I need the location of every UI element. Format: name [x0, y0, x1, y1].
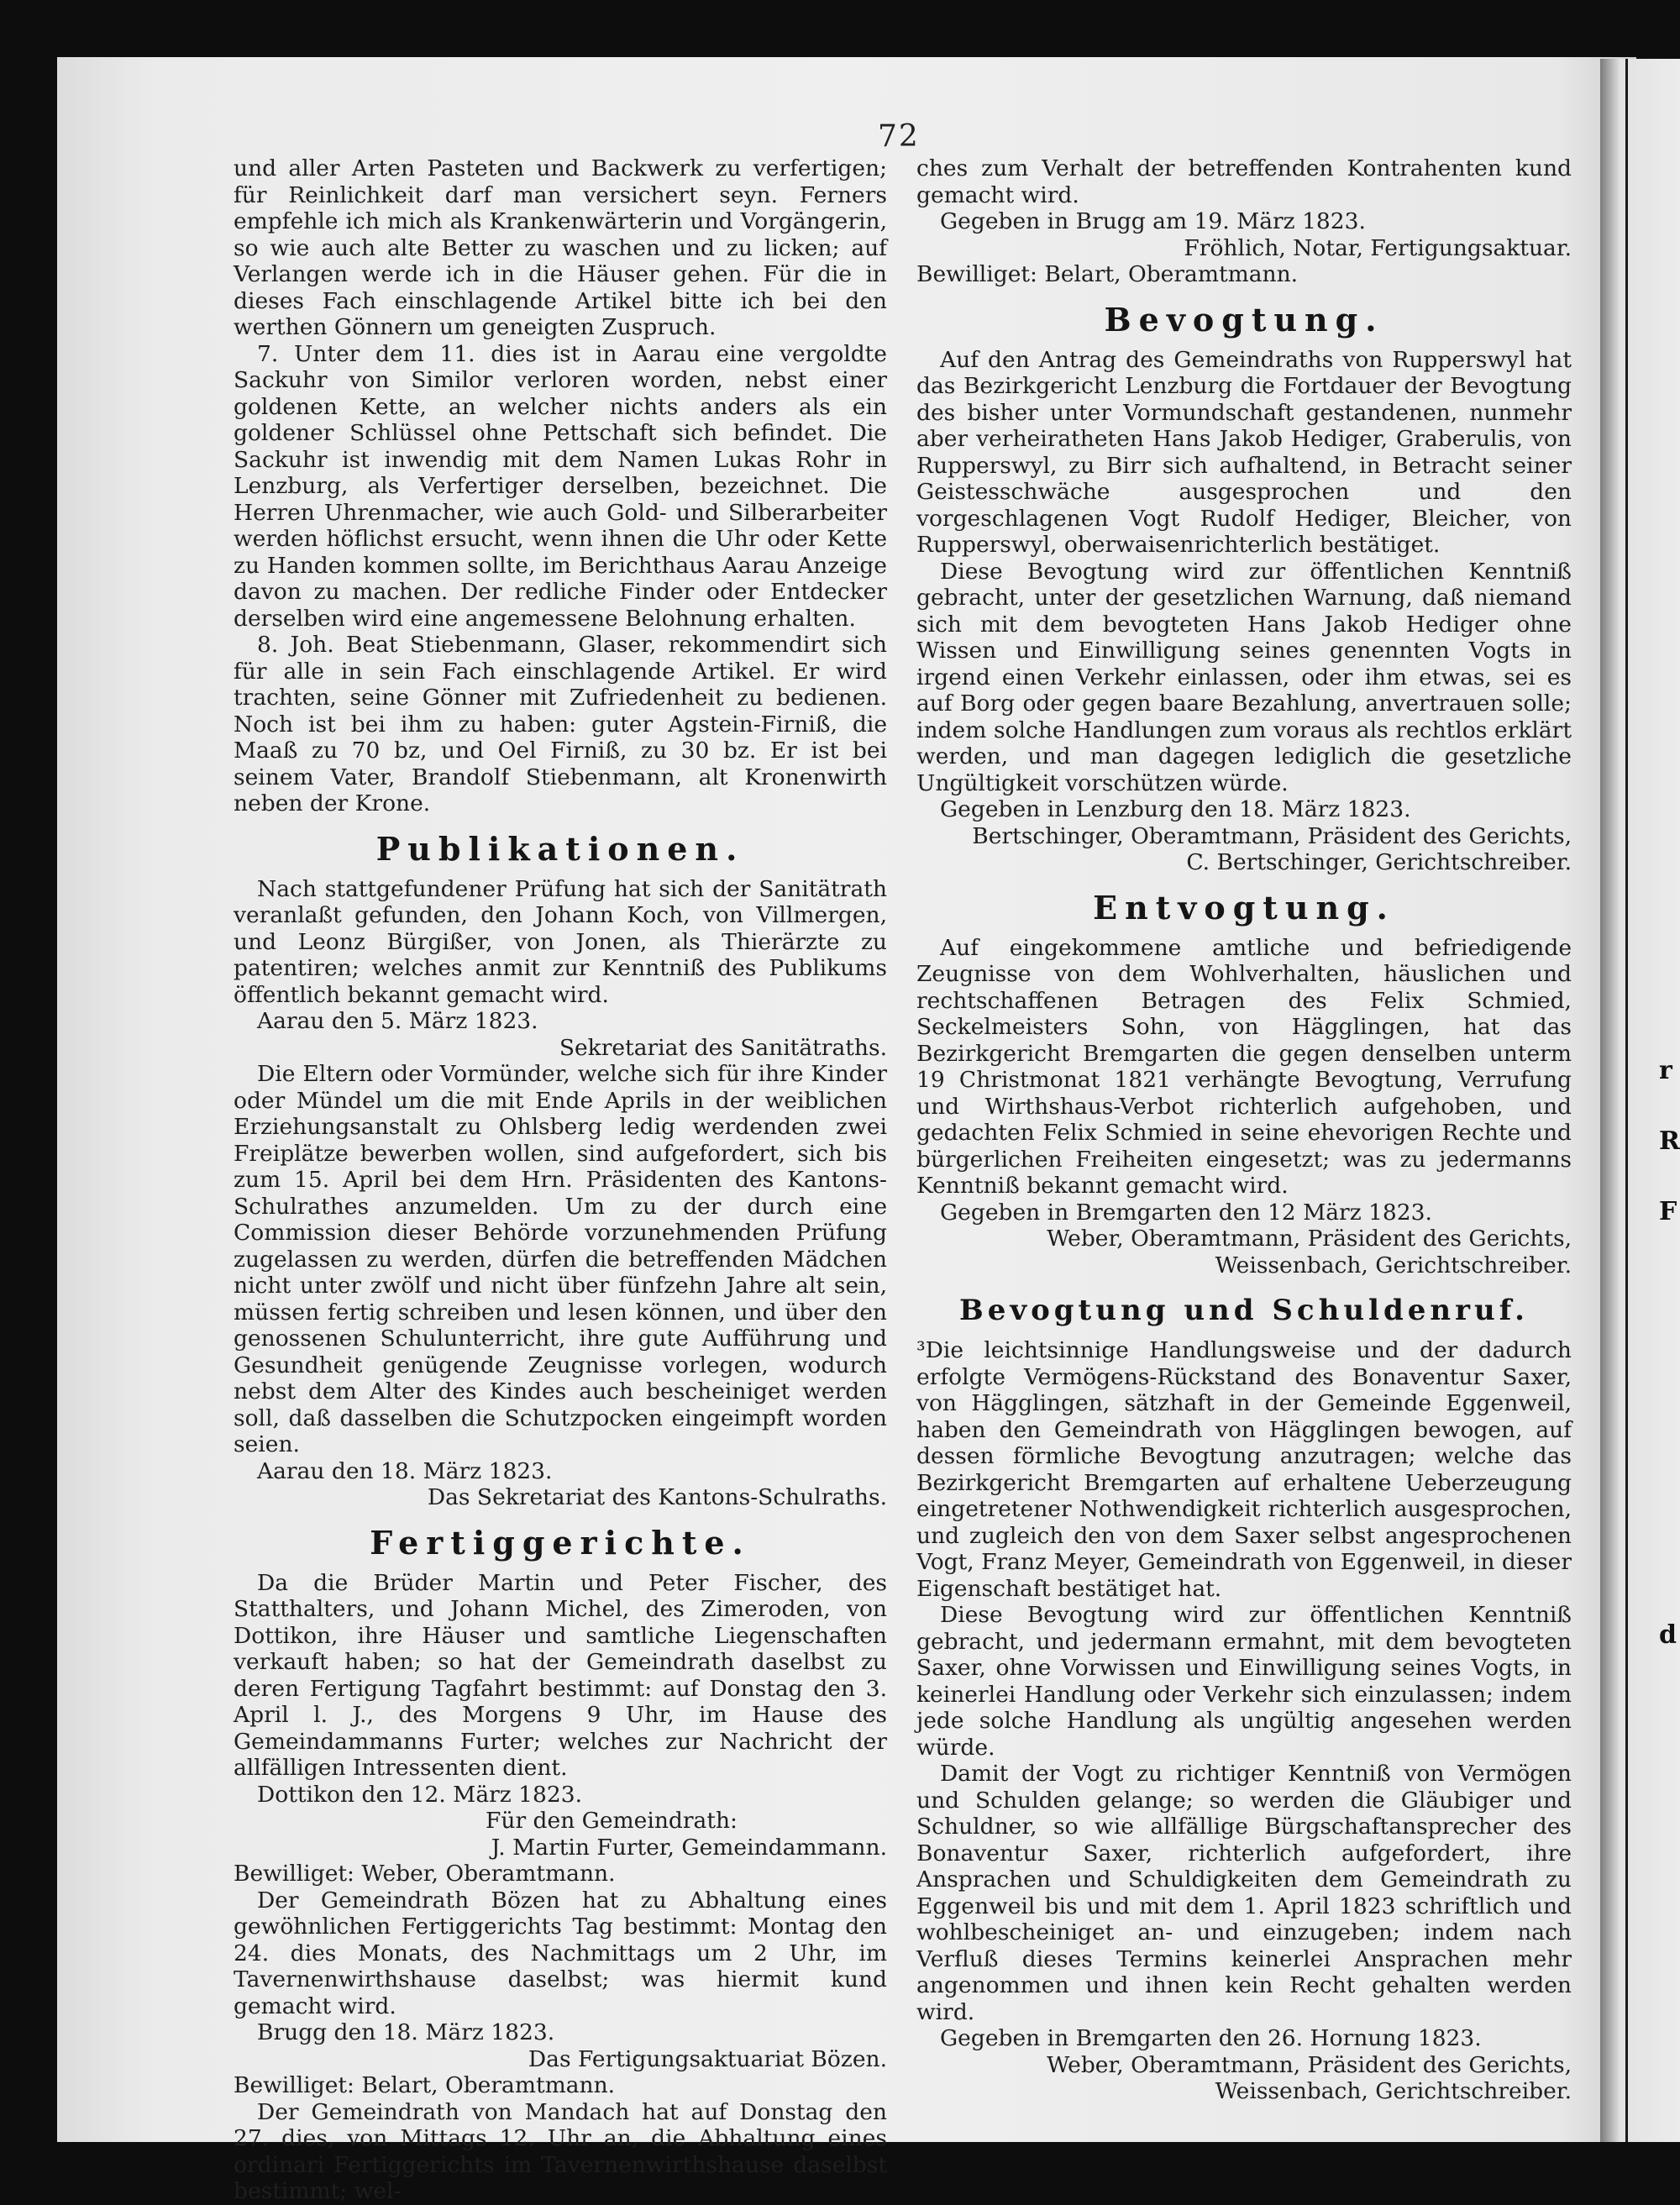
- schuldenruf-date: Gegeben in Bremgarten den 26. Hornung 1823.: [940, 2025, 1482, 2051]
- heading-publikationen: Publikationen.: [375, 829, 745, 868]
- schuldenruf-text-1: ³Die leichtsinnige Handlungsweise und der dadurch erfolgte Vermögens-Rückstand des Bonaventur Saxer, von Hägglingen, sätzhaft in der Gemeinde Eggenweil, haben den Gemeindrath von Hägglingen bewogen, auf dessen förmliche Bevogtung anzutragen; welche das Bezirkgericht Bremgarten auf erhaltene Ueberzeugung eingetretener Nothwendigkeit richterlich ausgesprochen, und zugleich den von dem Saxer selbst angesprochenen Vogt, Franz Meyer, Gemeindrath von Eggenweil, in dieser Eigenschaft bestätiget hat.: [916, 1337, 1572, 1602]
- publication-1-date: Aarau den 5. März 1823.: [257, 1008, 538, 1034]
- fertiggericht-3-text: Der Gemeindrath von Mandach hat auf Donstag den 27. dies, von Mittags 12. Uhr an, die Abhaltung eines ordinari Fertiggerichts im Tavernenwirthshause daselbst bestimmt; wel-: [234, 2098, 887, 2204]
- fertiggericht-2-approval: Bewilliget: Belart, Oberamtmann.: [234, 2072, 616, 2098]
- margin-letter: r: [1659, 1056, 1672, 1085]
- entvogtung-text: Auf eingekommene amtliche und befriedigende Zeugnisse von dem Wohlverhalten, häuslichen und rechtschaffenen Betragen des Felix Schmied, Seckelmeisters Sohn, von Hägglingen, hat das Bezirkgericht Bremgarten die gegen denselben unterm 19 Christmonat 1821 verhängte Bevogtung, Verrufung und Wirthshaus-Verbot richterlich aufgehoben, und gedachten Felix Schmied in seine ehevorigen Rechte und bürgerlichen Freiheiten eingesetzt; was zu jedermanns Kenntniß bekannt gemacht wird.: [916, 934, 1572, 1199]
- entvogtung-date: Gegeben in Bremgarten den 12 März 1823.: [940, 1199, 1432, 1226]
- right-column: [916, 155, 1572, 2105]
- adjacent-page-margin-letters: [1659, 1058, 1680, 1693]
- schuldenruf-text-3: Damit der Vogt zu richtiger Kenntniß von Vermögen und Schulden gelange; so werden die Gläubiger und Schuldner, so wie allfällige Bürgschaftansprecher des Bonaventur Saxer, richterlich aufgefordert, ihre Ansprachen und Schuldigkeiten dem Gemeindrath zu Eggenweil bis und mit dem 1. April 1823 schriftlich und wohlbescheiniget an- und einzugeben; indem nach Verfluß dieses Termins keinerlei Ansprachen mehr angenommen und ihnen kein Recht gehalten werden wird.: [916, 1761, 1572, 2025]
- page-number: 72: [878, 119, 920, 154]
- fertiggericht-2-text: Der Gemeindrath Bözen hat zu Abhaltung eines gewöhnlichen Fertiggerichts Tag bestimmt: Montag den 24. dies Monats, des Nachmittags um 2 Uhr, im Tavernenwirthshause daselbst; was hiermit kund gemacht wird.: [234, 1887, 887, 2019]
- heading-bevogtung: Bevogtung.: [1104, 300, 1384, 339]
- fertiggericht-1-date: Dottikon den 12. März 1823.: [257, 1781, 583, 1808]
- fertiggericht-1-text: Da die Brüder Martin und Peter Fischer, des Statthalters, und Johann Michel, des Zimeroden, von Dottikon, ihre Häuser und samtliche Liegenschaften verkauft haben; so hat der Gemeindrath daselbst zu deren Fertigung Tagfahrt bestimmt: auf Donstag den 3. April l. J., des Morgens 9 Uhr, im Hause des Gemeindammanns Furter; welches zur Nachricht der allfälligen Intressenten dient.: [234, 1569, 887, 1781]
- heading-entvogtung: Entvogtung.: [1093, 888, 1395, 927]
- continuation-text: ches zum Verhalt der betreffenden Kontrahenten kund gemacht wird.: [916, 155, 1572, 208]
- fertiggericht-1-signature: J. Martin Furter, Gemeindammann.: [491, 1834, 887, 1861]
- fertiggericht-2-signature: Das Fertigungsaktuariat Bözen.: [528, 2045, 887, 2072]
- intro-paragraph: und aller Arten Pasteten und Backwerk zu verfertigen; für Reinlichkeit darf man versichert seyn. Ferners empfehle ich mich als Krankenwärterin und Vorgängerin, so wie auch alte Better zu waschen und zu licken; auf Verlangen werde ich in die Häuser gehen. Für die in dieses Fach einschlagende Artikel bitte ich bei den werthen Gönnern um geneigten Zuspruch.: [234, 155, 887, 340]
- bevogtung-signature-2: C. Bertschinger, Gerichtschreiber.: [1186, 849, 1572, 875]
- schuldenruf-text-2: Diese Bevogtung wird zur öffentlichen Kenntniß gebracht, und jedermann ermahnt, mit dem bevogteten Saxer, ohne Vorwissen und Einwilligung seines Vogts, in keinerlei Handlung oder Verkehr sich einzulassen; indem jede solche Handlung als ungültig angesehen werden würde.: [916, 1602, 1572, 1761]
- continuation-date: Gegeben in Brugg am 19. März 1823.: [940, 208, 1366, 234]
- continuation-approval: Bewilliget: Belart, Oberamtmann.: [916, 261, 1299, 287]
- notice-8-paragraph: 8. Joh. Beat Stiebenmann, Glaser, rekommendirt sich für alle in sein Fach einschlagende Artikel. Er wird trachten, seine Gönner mit Zufriedenheit zu bedienen. Noch ist bei ihm zu haben: guter Agstein-Firniß, die Maaß zu 70 bz, und Oel Firniß, zu 30 bz. Er ist bei seinem Vater, Brandolf Stiebenmann, alt Kronenwirth neben der Krone.: [234, 632, 887, 816]
- bevogtung-date: Gegeben in Lenzburg den 18. März 1823.: [940, 796, 1411, 822]
- heading-fertiggerichte: Fertiggerichte.: [370, 1523, 751, 1562]
- publication-1-signature: Sekretariat des Sanitätraths.: [559, 1034, 887, 1061]
- bevogtung-text-2: Diese Bevogtung wird zur öffentlichen Kenntniß gebracht, unter der gesetzlichen Warnung, daß niemand sich mit dem bevogteten Hans Jakob Hediger ohne Wissen und Einwilligung seines genennten Vogts in irgend einen Verkehr einlassen, oder ihm etwas, sei es auf Borg oder gegen baare Bezahlung, anvertrauen solle; indem solche Handlungen zum voraus als rechtlos erklärt werden, und man dagegen lediglich die gesetzliche Ungültigkeit vorschützen würde.: [916, 558, 1572, 796]
- schuldenruf-signature-2: Weissenbach, Gerichtschreiber.: [1215, 2078, 1572, 2104]
- fertiggericht-2-date: Brugg den 18. März 1823.: [257, 2019, 555, 2045]
- publication-2-date: Aarau den 18. März 1823.: [257, 1457, 553, 1484]
- margin-letter: F: [1659, 1197, 1677, 1226]
- bevogtung-signature-1: Bertschinger, Oberamtmann, Präsident des Gerichts,: [972, 822, 1572, 849]
- entvogtung-signature-2: Weissenbach, Gerichtschreiber.: [1215, 1252, 1572, 1278]
- publication-2-text: Die Eltern oder Vormünder, welche sich für ihre Kinder oder Mündel um die mit Ende Aprils in der weiblichen Erziehungsanstalt zu Ohlsberg ledig werdenden zwei Freiplätze bewerben wollen, sind aufgefordert, sich bis zum 15. April bei dem Hrn. Präsidenten des Kantons-Schulrathes anzumelden. Um zu der durch eine Commission dieser Behörde vorzunehmenden Prüfung zugelassen zu werden, dürfen die betreffenden Mädchen nicht unter zwölf und nicht über fünfzehn Jahre alt sein, müssen fertig schreiben und lesen können, und über den genossenen Schulunterricht, ihre gute Aufführung und Gesundheit genügende Zeugnisse vorlegen, wodurch nebst dem Alter des Kindes auch bescheiniget werden soll, daß dasselben die Schutzpocken eingeimpft worden seien.: [234, 1061, 887, 1457]
- bevogtung-text-1: Auf den Antrag des Gemeindraths von Rupperswyl hat das Bezirkgericht Lenzburg die Fortdauer der Bevogtung des bisher unter Vormundschaft gestandenen, nunmehr aber verheiratheten Hans Jakob Hediger, Graberulis, von Rupperswyl, zu Birr sich aufhaltend, in Betracht seiner Geistesschwäche ausgesprochen und den vorgeschlagenen Vogt Rudolf Hediger, Bleicher, von Rupperswyl, oberwaisenrichterlich bestätiget.: [916, 346, 1572, 558]
- margin-letter: R: [1659, 1126, 1680, 1156]
- continuation-signature: Fröhlich, Notar, Fertigungsaktuar.: [1184, 234, 1572, 261]
- notice-7-paragraph: 7. Unter dem 11. dies ist in Aarau eine vergoldte Sackuhr von Similor verloren worden, nebst einer goldenen Kette, an welcher nichts anders als ein goldener Schlüssel ohne Pettschaft sich befindet. Die Sackuhr ist inwendig mit dem Namen Lukas Rohr in Lenzburg, als Verfertiger derselben, bezeichnet. Die Herren Uhrenmacher, wie auch Gold- und Silberarbeiter werden höflichst ersucht, wenn ihnen die Uhr oder Kette zu Handen kommen sollte, im Berichthaus Aarau Anzeige davon zu machen. Der redliche Finder oder Entdecker derselben wird eine angemessene Belohnung erhalten.: [234, 340, 887, 632]
- margin-letter: d: [1659, 1620, 1677, 1650]
- publication-1-text: Nach stattgefundener Prüfung hat sich der Sanitätrath veranlaßt gefunden, den Johann Koch, von Villmergen, und Leonz Bürgißer, von Jonen, als Thierärzte zu patentiren; welches anmit zur Kenntniß des Publikums öffentlich bekannt gemacht wird.: [234, 875, 887, 1008]
- fertiggericht-1-for: Für den Gemeindrath:: [486, 1808, 738, 1834]
- entvogtung-signature-1: Weber, Oberamtmann, Präsident des Gerichts,: [1047, 1226, 1572, 1252]
- binding-line: [1625, 59, 1628, 2142]
- left-column: [234, 155, 887, 2205]
- schuldenruf-signature-1: Weber, Oberamtmann, Präsident des Gerichts,: [1047, 2051, 1572, 2078]
- fertiggericht-1-approval: Bewilliget: Weber, Oberamtmann.: [234, 1861, 616, 1887]
- publication-2-signature: Das Sekretariat des Kantons-Schulraths.: [427, 1484, 887, 1510]
- heading-bevogtung-schuldenruf: Bevogtung und Schuldenruf.: [958, 1294, 1529, 1327]
